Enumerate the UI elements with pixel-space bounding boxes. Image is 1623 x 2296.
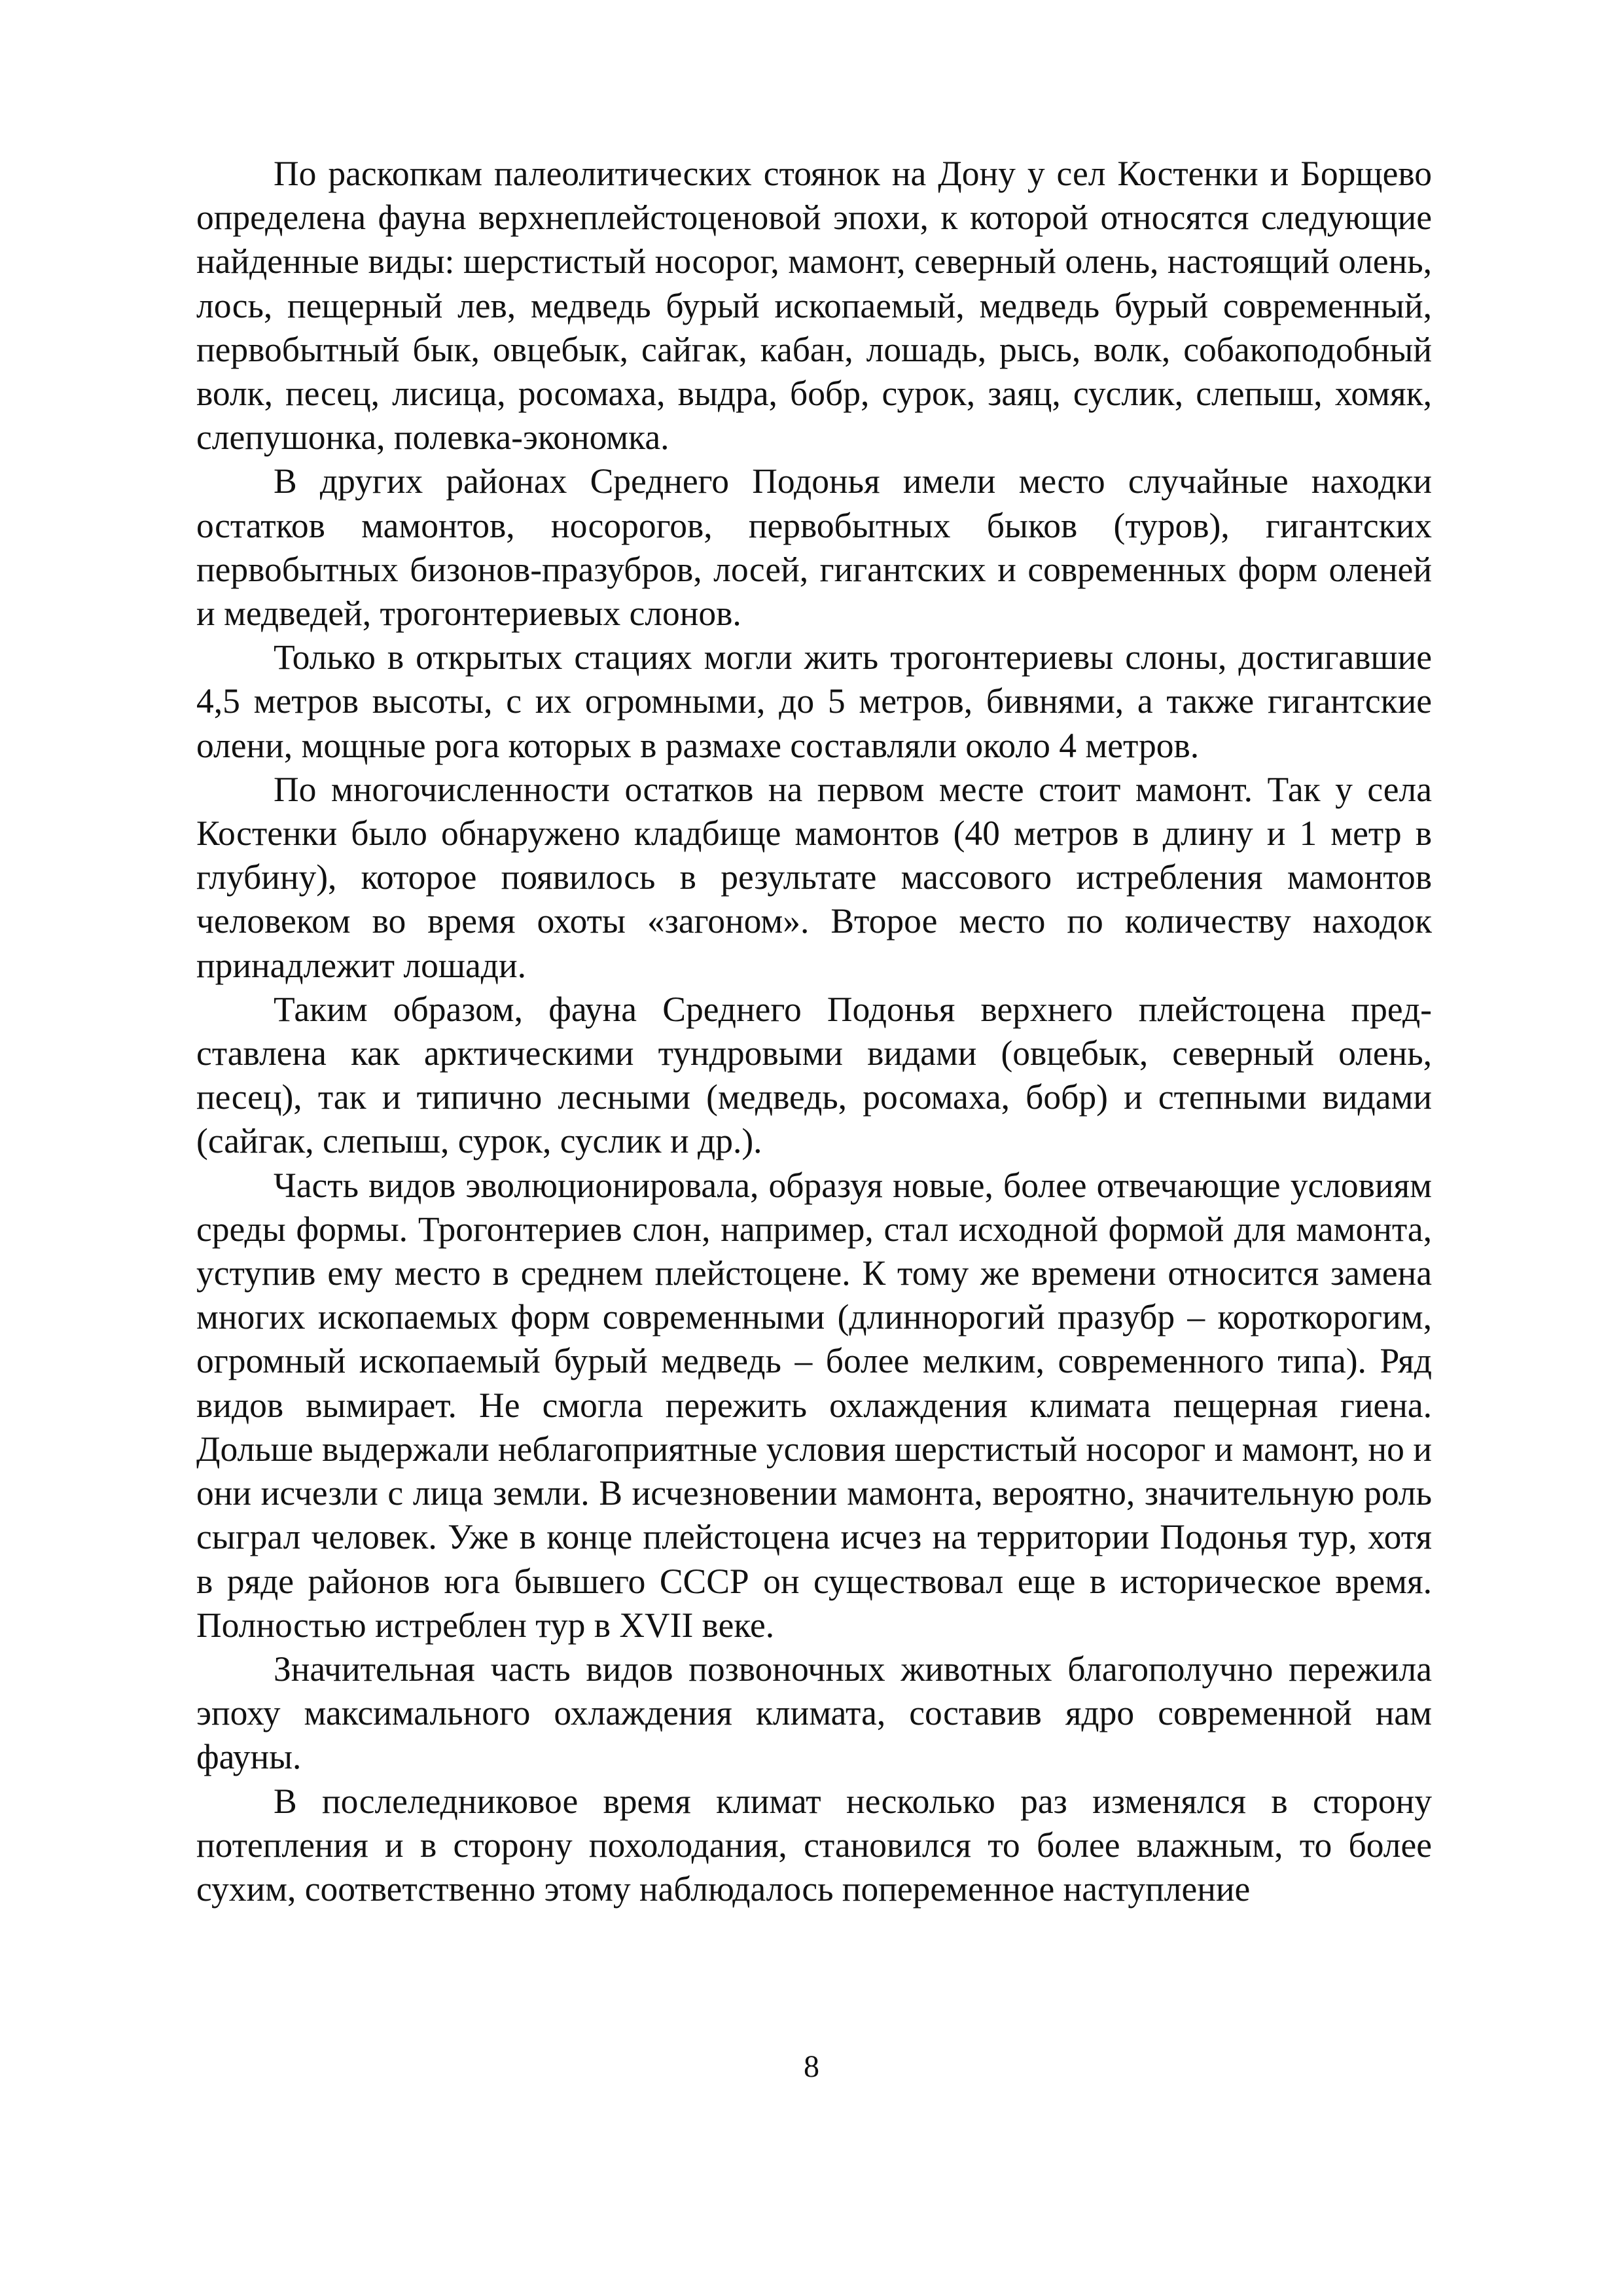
paragraph-1: По раскопкам палеолитических стоянок на Дону у сел Костенки и Борщево определена фауна верхнеплейстоценовой эпохи, к которой относятся следующие найденные виды: шерстистый носорог, мамонт, северный олень, настоящий олень, лось, пещерный лев, медведь бурый ископаемый, медведь бурый современный, первобытный бык, овцебык, сайгак, кабан, лошадь, рысь, волк, собакоподобный волк, песец, лисица, росомаха, выдра, бобр, сурок, заяц, суслик, слепыш, хомяк, слепушонка, полевка-экономка. — [196, 154, 1432, 457]
paragraph-4: По многочисленности остатков на первом месте стоит мамонт. Так у села Костенки было обнаружено кладбище мамонтов (40 метров в длину и 1 метр в глубину), которое появилось в результате массового истребления мамонтов человеком во время охоты «загоном». Второе место по количеству находок принадлежит лошади. — [196, 769, 1432, 985]
paragraph-8: В послеледниковое время климат несколько раз изменялся в сторону потепления и в сторону похолодания, становился то более влажным, то более сухим, соответственно этому наблюдалось попеременное наступление — [196, 1781, 1432, 1909]
page-number: 8 — [804, 2049, 819, 2084]
paragraph-2: В других районах Среднего Подонья имели место случайные находки остатков мамонтов, носорогов, первобытных быков (туров), гигантских первобытных бизонов-празубров, лосей, гигантских и современных форм оленей и медведей, трогонтериевых слонов. — [196, 461, 1432, 634]
paragraph-7: Значительная часть видов позвоночных животных благополучно пережила эпоху максимального охлаждения климата, составив ядро современной нам фауны. — [196, 1649, 1432, 1777]
paragraph-6: Часть видов эволюционировала, образуя новые, более отвечающие условиям среды формы. Трогонтериев слон, например, стал исходной формой для мамонта, уступив ему место в среднем плейстоцене. К тому же времени относится замена многих ископаемых форм современными (длиннорогий празубр – короткорогим, огромный ископаемый бурый медведь – более мелким, современного типа). Ряд видов вымирает. Не смогла пережить охлаждения климата пещерная гиена. Дольше выдержали неблагоприятные условия шерстистый носорог и мамонт, но и они исчезли с лица земли. В исчезновении мамонта, вероятно, значительную роль сыграл человек. Уже в конце плейстоцена исчез на территории Подонья тур, хотя в ряде районов юга бывшего СССР он существовал еще в историческое время. Полностью истреблен тур в XVII веке. — [196, 1165, 1432, 1645]
paragraph-5: Таким образом, фауна Среднего Подонья верхнего плейстоцена представлена как арктическими тундровыми видами (овцебык, северный олень, песец), так и типично лесными (медведь, росомаха, бобр) и степными видами (сайгак, слепыш, сурок, суслик и др.). — [196, 989, 1432, 1161]
paragraph-3: Только в открытых стациях могли жить трогонтериевы слоны, достигавшие 4,5 метров высоты, с их огромными, до 5 метров, бивнями, а также гигантские олени, мощные рога которых в размахе составляли около 4 метров. — [196, 637, 1432, 765]
body-text — [196, 152, 1432, 1911]
